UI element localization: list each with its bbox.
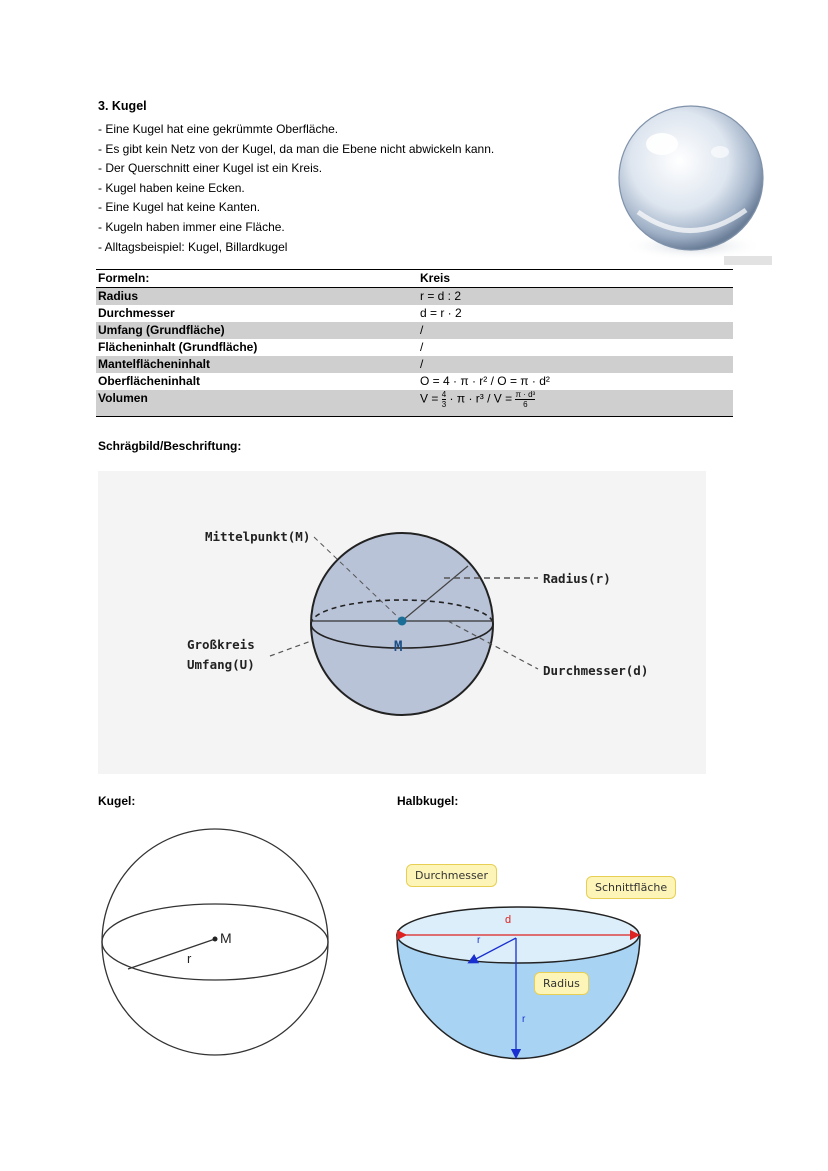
bullet-item: - Kugeln haben immer eine Fläche.	[98, 219, 285, 234]
section-label-kugel: Kugel:	[98, 794, 136, 808]
section-label-schraegbild: Schrägbild/Beschriftung:	[98, 439, 242, 453]
row-label: Volumen	[96, 390, 418, 417]
row-value: O = 4 · π · r² / O = π · d²	[420, 374, 550, 388]
table-row	[96, 390, 733, 417]
row-value: /	[418, 356, 733, 373]
fraction-numerator: 4	[441, 390, 447, 399]
label-grosskreis: Großkreis	[187, 637, 255, 652]
fraction-denominator: 6	[523, 400, 528, 409]
fraction-four-thirds	[442, 390, 446, 409]
bullet-item: - Eine Kugel hat eine gekrümmte Oberfläche.	[98, 122, 339, 136]
bullet-item: - Eine Kugel hat keine Kanten.	[98, 200, 261, 215]
table-header-cell: Kreis	[418, 270, 733, 288]
callout-schnittflaeche: Schnittfläche	[586, 876, 676, 899]
table-header-cell: Formeln:	[96, 270, 418, 288]
fraction-numerator: π · d³	[515, 390, 536, 399]
label-mittelpunkt: Mittelpunkt(M)	[205, 529, 311, 544]
label-radius: Radius(r)	[543, 571, 611, 586]
table-row	[96, 373, 733, 390]
volume-prefix: V =	[420, 391, 439, 406]
row-label: Durchmesser	[98, 306, 175, 320]
label-umfang: Umfang(U)	[187, 657, 255, 672]
label-d: d	[505, 914, 512, 926]
table-row	[96, 356, 733, 373]
sphere-line-diagram	[98, 826, 332, 1058]
fraction-denominator: 3	[441, 400, 447, 409]
row-label: Umfang (Grundfläche)	[96, 322, 418, 339]
equator-ellipse	[102, 904, 328, 980]
label-r-depth: r	[522, 1014, 526, 1025]
row-label: Radius	[96, 288, 418, 306]
hemisphere-diagram	[392, 860, 682, 1064]
center-dot	[398, 617, 407, 626]
row-value: r = d : 2	[418, 288, 733, 306]
row-value: /	[420, 340, 424, 354]
row-value: d = r · 2	[420, 306, 462, 320]
label-r-cut: r	[477, 935, 481, 946]
sphere-line-svg	[98, 826, 332, 1058]
label-durchmesser: Durchmesser(d)	[543, 663, 649, 678]
fraction-pi-d3	[515, 390, 535, 409]
label-m: M	[220, 930, 232, 946]
row-label: Oberflächeninhalt	[98, 374, 201, 388]
row-label: Mantelflächeninhalt	[96, 356, 418, 373]
label-m: M	[394, 639, 403, 655]
row-label: Flächeninhalt (Grundfläche)	[98, 340, 258, 354]
table-row	[96, 322, 733, 339]
callout-radius: Radius	[534, 972, 589, 995]
table-row	[96, 339, 733, 356]
bullet-item: - Es gibt kein Netz von der Kugel, da man die Ebene nicht abwickeln kann.	[98, 141, 495, 156]
label-r: r	[187, 951, 192, 966]
great-circle-pointer	[270, 641, 311, 656]
formula-table	[96, 269, 733, 417]
table-row	[96, 305, 733, 322]
callout-durchmesser: Durchmesser	[406, 864, 497, 887]
glass-sphere-image	[608, 100, 774, 268]
radius-line	[128, 939, 215, 969]
section-heading: 3. Kugel	[98, 99, 147, 113]
table-row	[96, 288, 733, 306]
bullet-item: - Der Querschnitt einer Kugel ist ein Kreis.	[98, 161, 323, 176]
sphere-labeled-diagram	[98, 471, 706, 774]
section-label-halbkugel: Halbkugel:	[397, 794, 459, 808]
sphere-labeled-svg	[98, 471, 706, 774]
table-header-row	[96, 270, 733, 288]
center-dot	[213, 937, 218, 942]
bullet-item: - Kugel haben keine Ecken.	[98, 180, 245, 195]
row-value: /	[418, 322, 733, 339]
bullet-list	[98, 120, 494, 257]
bullet-item: - Alltagsbeispiel: Kugel, Billardkugel	[98, 239, 288, 254]
sphere-outline	[102, 829, 328, 1055]
row-value-volume	[418, 390, 733, 417]
volume-middle: · π · r³ / V =	[449, 391, 513, 406]
